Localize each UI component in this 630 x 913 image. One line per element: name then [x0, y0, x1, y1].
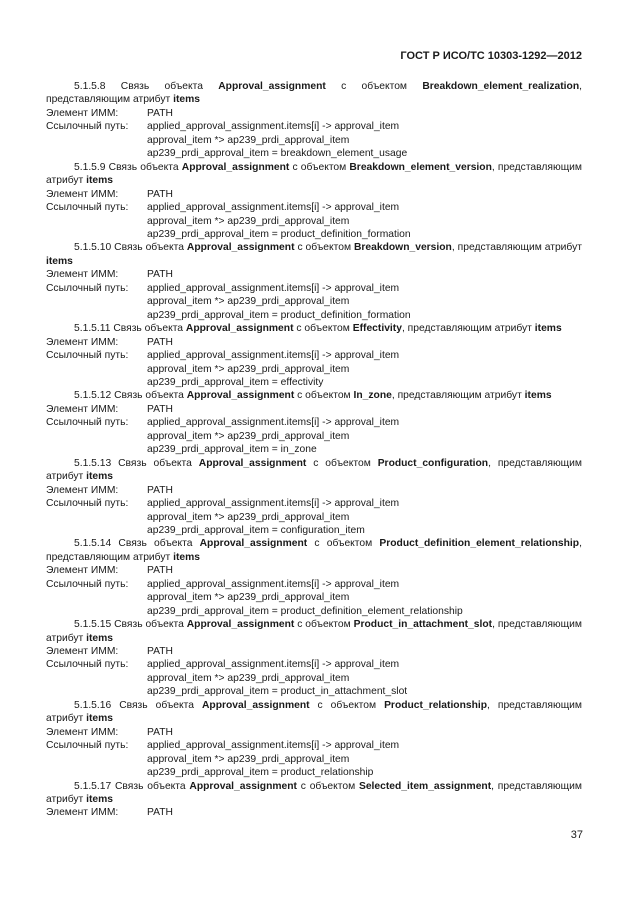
section-number: 5.1.5.12: [74, 390, 112, 402]
heading-text: Связь объекта: [113, 323, 184, 335]
heading-text: , представляющим атрибут: [401, 323, 532, 335]
target-entity: Breakdown_element_version: [349, 161, 492, 173]
heading-text: с объектом: [313, 457, 371, 469]
element-row: [46, 336, 582, 349]
source-entity: Approval_assignment: [201, 699, 310, 711]
element-row: [46, 188, 582, 201]
mapping-section: [46, 80, 582, 161]
path-line: applied_approval_assignment.items[i] -> approval_item: [147, 202, 400, 214]
reference-path-row: [46, 120, 582, 133]
attribute-name: items: [173, 551, 201, 563]
element-label: Элемент ИММ:: [46, 188, 119, 200]
document-code-header: ГОСТ Р ИСО/ТС 10303-1292—2012: [400, 50, 582, 62]
reference-path-label: Ссылочный путь:: [46, 417, 129, 429]
path-line: ap239_prdi_approval_item = product_definition_formation: [147, 309, 411, 321]
heading-text: Связь объекта: [114, 390, 184, 402]
heading-text: , представляющим атрибут: [391, 390, 522, 402]
reference-path-label: Ссылочный путь:: [46, 202, 129, 214]
path-line: ap239_prdi_approval_item = in_zone: [147, 444, 317, 456]
reference-path-row: [46, 578, 582, 591]
heading-text: , представляющим атрибут: [46, 699, 582, 725]
path-line: approval_item *> ap239_prdi_approval_item: [147, 672, 350, 684]
heading-text: с объектом: [297, 242, 352, 254]
element-value: PATH: [147, 646, 173, 658]
reference-path-label: Ссылочный путь:: [46, 659, 129, 671]
path-line: ap239_prdi_approval_item = product_definition_element_relationship: [147, 605, 463, 617]
element-value: PATH: [147, 807, 173, 819]
element-value: PATH: [147, 188, 173, 200]
heading-text: Связь объекта: [119, 699, 194, 711]
element-row: [46, 806, 582, 819]
section-heading: [46, 389, 582, 402]
heading-text: с объектом: [314, 538, 373, 550]
section-number: 5.1.5.17: [74, 780, 112, 792]
source-entity: Approval_assignment: [198, 457, 307, 469]
heading-text: с объектом: [292, 161, 347, 173]
attribute-name: items: [524, 390, 552, 402]
target-entity: Product_relationship: [384, 699, 488, 711]
element-row: [46, 107, 582, 120]
path-line: approval_item *> ap239_prdi_approval_item: [147, 753, 350, 765]
section-number: 5.1.5.13: [74, 457, 112, 469]
path-line: ap239_prdi_approval_item = product_relationship: [147, 767, 374, 779]
section-number: 5.1.5.14: [74, 538, 112, 550]
target-entity: Breakdown_version: [353, 242, 452, 254]
reference-path-label: Ссылочный путь:: [46, 121, 129, 133]
heading-text: , представляющим атрибут: [46, 619, 582, 644]
element-label: Элемент ИММ:: [46, 269, 119, 281]
section-number: 5.1.5.9: [74, 161, 106, 173]
element-row: [46, 403, 582, 416]
source-entity: Approval_assignment: [186, 390, 295, 402]
path-line: ap239_prdi_approval_item = configuration_item: [147, 524, 365, 536]
element-row: [46, 645, 582, 658]
heading-text: с объектом: [297, 619, 351, 631]
source-entity: Approval_assignment: [181, 161, 290, 173]
mapping-section: [46, 389, 582, 456]
mapping-section: [46, 618, 582, 699]
reference-path-row: [46, 201, 582, 214]
section-heading: [46, 161, 582, 188]
element-row: [46, 268, 582, 281]
section-number: 5.1.5.11: [74, 323, 111, 335]
section-heading: [46, 457, 582, 484]
path-line: approval_item *> ap239_prdi_approval_item: [147, 511, 350, 523]
element-label: Элемент ИММ:: [46, 565, 119, 577]
mapping-section: [46, 537, 582, 618]
element-label: Элемент ИММ:: [46, 403, 119, 415]
path-line: applied_approval_assignment.items[i] -> approval_item: [147, 740, 400, 752]
mapping-section: [46, 322, 582, 389]
element-label: Элемент ИММ:: [46, 107, 119, 119]
attribute-name: items: [86, 632, 114, 644]
document-body: [46, 80, 582, 820]
path-line: ap239_prdi_approval_item = effectivity: [147, 376, 324, 388]
element-value: PATH: [147, 336, 173, 348]
element-label: Элемент ИММ:: [46, 336, 119, 348]
attribute-name: items: [86, 175, 114, 187]
section-heading: [46, 241, 582, 268]
path-line: applied_approval_assignment.items[i] -> approval_item: [147, 659, 400, 671]
page-number: 37: [570, 829, 583, 841]
mapping-section: [46, 699, 582, 780]
heading-text: с объектом: [297, 390, 351, 402]
element-row: [46, 726, 582, 739]
path-line: applied_approval_assignment.items[i] -> approval_item: [147, 417, 400, 429]
heading-text: Связь объекта: [114, 619, 184, 631]
reference-path-row: [46, 497, 582, 510]
attribute-name: items: [46, 255, 73, 267]
heading-text: , представляющим атрибут: [46, 780, 582, 806]
reference-path-label: Ссылочный путь:: [46, 350, 129, 362]
element-value: PATH: [147, 403, 173, 415]
target-entity: Breakdown_element_realization: [422, 81, 580, 92]
path-line: applied_approval_assignment.items[i] -> approval_item: [147, 578, 400, 590]
attribute-name: items: [534, 323, 562, 335]
element-label: Элемент ИММ:: [46, 646, 119, 658]
source-entity: Approval_assignment: [218, 81, 326, 92]
section-heading: [46, 780, 582, 807]
reference-path-row: [46, 416, 582, 429]
reference-path-row: [46, 739, 582, 752]
attribute-name: items: [173, 94, 201, 106]
element-label: Элемент ИММ:: [46, 726, 119, 738]
target-entity: Product_in_attachment_slot: [353, 619, 493, 631]
section-number: 5.1.5.15: [74, 619, 112, 631]
heading-text: с объектом: [341, 81, 408, 92]
source-entity: Approval_assignment: [186, 619, 295, 631]
path-line: approval_item *> ap239_prdi_approval_item: [147, 430, 350, 442]
element-value: PATH: [147, 107, 173, 119]
heading-text: Связь объекта: [118, 538, 193, 550]
reference-path-row: [46, 658, 582, 671]
heading-text: Связь объекта: [120, 81, 203, 92]
heading-text: с объектом: [317, 699, 377, 711]
target-entity: Product_definition_element_relationship: [379, 538, 580, 550]
attribute-name: items: [86, 794, 114, 806]
path-line: applied_approval_assignment.items[i] -> approval_item: [147, 121, 400, 133]
reference-path-row: [46, 282, 582, 295]
path-line: ap239_prdi_approval_item = product_definition_formation: [147, 228, 411, 240]
heading-text: , представляющим атрибут: [46, 161, 582, 187]
section-heading: [46, 80, 582, 107]
path-line: approval_item *> ap239_prdi_approval_item: [147, 592, 350, 604]
source-entity: Approval_assignment: [199, 538, 308, 550]
heading-text: , представляющим атрибут: [46, 81, 582, 106]
element-row: [46, 484, 582, 497]
target-entity: Product_configuration: [377, 457, 489, 469]
element-value: PATH: [147, 269, 173, 281]
reference-path-label: Ссылочный путь:: [46, 498, 129, 510]
mapping-section: [46, 241, 582, 322]
source-entity: Approval_assignment: [189, 780, 297, 792]
section-number: 5.1.5.8: [74, 81, 106, 92]
path-line: approval_item *> ap239_prdi_approval_item: [147, 215, 350, 227]
section-heading: [46, 537, 582, 564]
section-heading: [46, 618, 582, 645]
heading-text: Связь объекта: [108, 161, 179, 173]
path-line: ap239_prdi_approval_item = product_in_attachment_slot: [147, 686, 408, 698]
element-value: PATH: [147, 484, 173, 496]
heading-text: , представляющим атрибут: [46, 457, 582, 483]
heading-text: с объектом: [296, 323, 350, 335]
heading-text: Связь объекта: [115, 780, 186, 792]
section-heading: [46, 699, 582, 726]
path-line: approval_item *> ap239_prdi_approval_item: [147, 134, 350, 146]
attribute-name: items: [86, 713, 114, 725]
element-value: PATH: [147, 726, 173, 738]
path-line: applied_approval_assignment.items[i] -> approval_item: [147, 350, 400, 362]
target-entity: Effectivity: [352, 323, 402, 335]
path-line: approval_item *> ap239_prdi_approval_item: [147, 363, 350, 375]
source-entity: Approval_assignment: [185, 323, 294, 335]
heading-text: , представляющим атрибут: [451, 242, 582, 254]
reference-path-label: Ссылочный путь:: [46, 282, 129, 294]
heading-text: с объектом: [300, 780, 356, 792]
element-label: Элемент ИММ:: [46, 807, 119, 819]
source-entity: Approval_assignment: [186, 242, 295, 254]
element-row: [46, 564, 582, 577]
path-line: approval_item *> ap239_prdi_approval_item: [147, 296, 350, 308]
reference-path-label: Ссылочный путь:: [46, 740, 129, 752]
section-number: 5.1.5.16: [74, 699, 112, 711]
section-number: 5.1.5.10: [74, 242, 112, 254]
mapping-section: [46, 457, 582, 538]
path-line: ap239_prdi_approval_item = breakdown_element_usage: [147, 148, 408, 160]
heading-text: , представляющим атрибут: [46, 538, 582, 563]
element-label: Элемент ИММ:: [46, 484, 119, 496]
path-line: applied_approval_assignment.items[i] -> approval_item: [147, 282, 400, 294]
target-entity: In_zone: [353, 390, 392, 402]
mapping-section: [46, 780, 582, 820]
path-line: applied_approval_assignment.items[i] -> approval_item: [147, 498, 400, 510]
section-heading: [46, 322, 582, 335]
reference-path-row: [46, 349, 582, 362]
element-value: PATH: [147, 565, 173, 577]
heading-text: Связь объекта: [114, 242, 184, 254]
reference-path-label: Ссылочный путь:: [46, 578, 129, 590]
target-entity: Selected_item_assignment: [358, 780, 492, 792]
heading-text: Связь объекта: [118, 457, 192, 469]
attribute-name: items: [86, 471, 114, 483]
mapping-section: [46, 161, 582, 242]
